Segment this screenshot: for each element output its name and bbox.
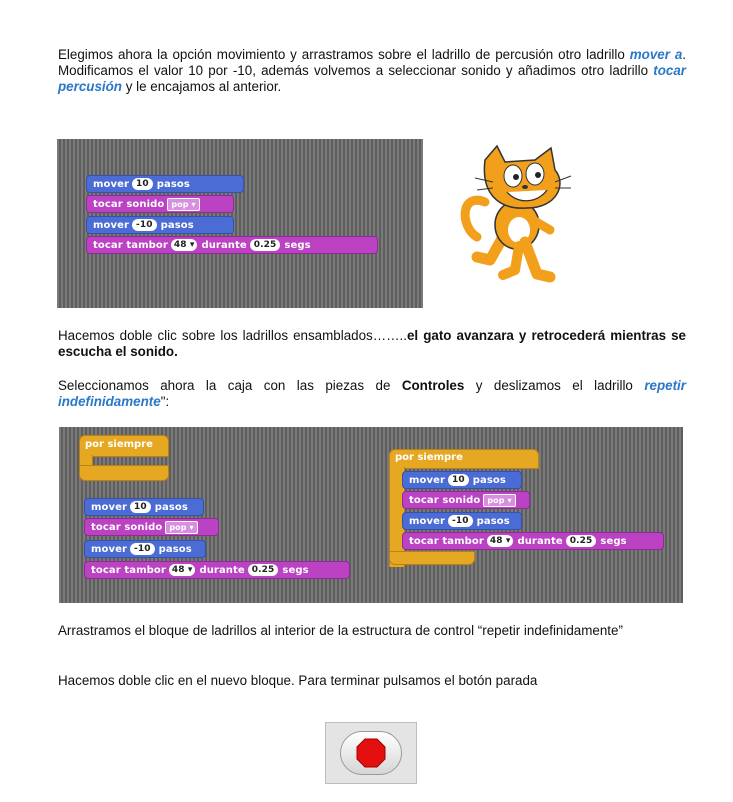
block-label: tocar sonido [93,198,165,210]
block-label: segs [600,535,627,547]
block-label: pasos [160,219,194,231]
block-label: tocar tambor [93,239,168,251]
loop-block-tocar-sonido [402,491,530,509]
value-field: 10 [448,474,469,486]
forever-block-bottom [79,465,169,481]
block-label: pasos [156,178,190,190]
text: Hacemos doble clic sobre los ladrillos ensamblados…….. [58,328,407,343]
block-label: mover [93,219,130,231]
block-mover-10 [86,175,244,193]
block-label: pasos [476,515,510,527]
sound-dropdown: pop ▾ [165,521,197,534]
paragraph-1 [58,47,686,95]
block-label: mover [409,474,446,486]
link-repetir-indefinidamente: repetir indefinidamente [58,378,686,409]
block-label: tocar sonido [91,521,163,533]
value-field: 10 [130,501,151,513]
bold-text: Controles [401,378,465,393]
dropdown-value: 48 [173,240,187,250]
value-field: -10 [130,543,155,555]
forever-block-label: por siempre [85,439,153,450]
paragraph-4: Arrastramos el bloque de ladrillos al interior de la estructura de control “repetir indefinidamente” [58,623,623,638]
block-label: segs [284,239,311,251]
dropdown-value: pop [487,495,505,505]
block-label: durante [517,535,563,547]
paragraph-3 [58,378,686,410]
block-label: mover [409,515,446,527]
scratch-cat-icon [455,142,585,287]
value-field: 0.25 [566,535,597,547]
text: Elegimos ahora la opción movimiento y arrastramos sobre el ladrillo de percusión otro ladrillo [58,47,630,62]
paragraph-5: Hacemos doble clic en el nuevo bloque. Para terminar pulsamos el botón parada [58,673,538,688]
bold-text: el gato avanzara y retrocederá mientras se escucha el sonido. [58,328,686,359]
text: y le encajamos al anterior. [122,79,282,94]
forever-loop-bottom [389,551,475,565]
dropdown-value: 48 [171,565,185,575]
value-field: 10 [132,178,153,190]
stop-icon [355,737,387,769]
dropdown-value: 48 [489,536,503,546]
block-label: mover [91,543,128,555]
block-label: pasos [472,474,506,486]
block-label: tocar sonido [409,494,481,506]
paragraph-2 [58,328,686,360]
block-label: pasos [158,543,192,555]
dropdown-value: pop [171,199,189,209]
block-label: tocar tambor [91,564,166,576]
link-tocar-percusion: tocar percusión [58,63,686,94]
sound-dropdown: pop ▾ [483,494,515,507]
value-field: 0.25 [250,239,281,251]
value-field: 0.25 [248,564,279,576]
block-label: segs [282,564,309,576]
block-tocar-sonido [86,195,234,213]
dropdown-value: pop [169,522,187,532]
block-tocar-sonido [84,518,219,536]
block-label: mover [93,178,130,190]
text: . Modificamos el valor 10 por -10, además volvemos a seleccionar sonido y añadimos otro ladrillo [58,47,687,78]
block-tocar-tambor [86,236,378,254]
block-label: pasos [154,501,188,513]
block-tocar-tambor [84,561,350,579]
scripts-area-2 [59,427,683,603]
text: ": [160,394,170,409]
block-mover-neg10 [84,540,206,558]
loop-block-tocar-tambor [402,532,664,550]
stop-button[interactable] [340,731,402,775]
block-mover-neg10 [86,216,234,234]
drum-dropdown: 48 ▾ [171,239,198,251]
link-mover-a: mover a [629,47,683,62]
block-label: durante [201,239,247,251]
text: y deslizamos el ladrillo [464,378,645,393]
forever-loop-label: por siempre [395,452,463,463]
block-label: mover [91,501,128,513]
value-field: -10 [132,219,157,231]
block-label: tocar tambor [409,535,484,547]
stop-button-frame [325,722,417,784]
value-field: -10 [448,515,473,527]
drum-dropdown: 48 ▾ [487,535,514,547]
loop-block-mover-10 [402,471,522,489]
drum-dropdown: 48 ▾ [169,564,196,576]
loop-block-mover-neg10 [402,512,522,530]
scripts-area-1 [57,139,423,308]
block-mover-10 [84,498,204,516]
sound-dropdown: pop ▾ [167,198,199,211]
block-label: durante [199,564,245,576]
text: Seleccionamos ahora la caja con las piezas de [58,378,402,393]
